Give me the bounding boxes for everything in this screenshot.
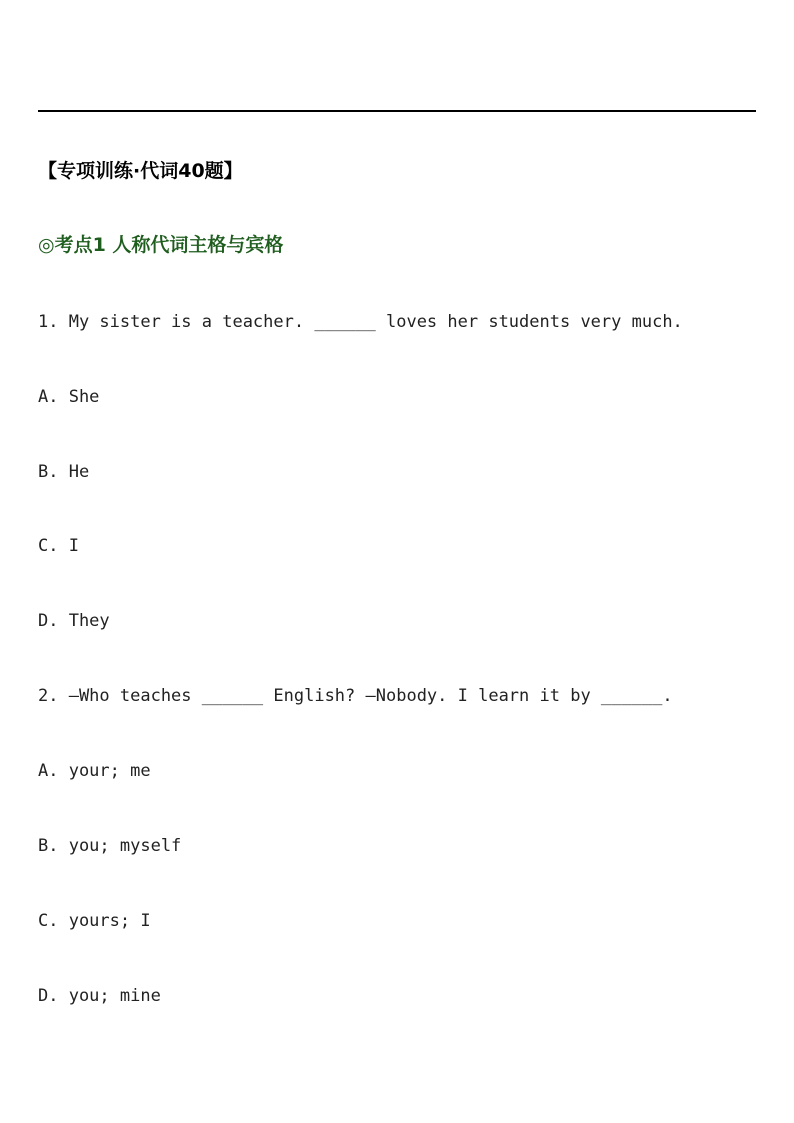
question-1-option-a: A. She (38, 387, 100, 407)
question-2-option-c: C. yours; I (38, 911, 151, 931)
question-1-stem: 1. My sister is a teacher. ______ loves her students very much. (38, 312, 683, 332)
question-2-option-a: A. your; me (38, 761, 151, 781)
question-2-option-b: B. you; myself (38, 836, 182, 856)
header-rule (38, 110, 756, 112)
question-2-stem: 2. —Who teaches ______ English? —Nobody. I learn it by ______. (38, 686, 673, 706)
question-1-option-b: B. He (38, 462, 90, 482)
question-1-option-d: D. They (38, 611, 110, 631)
subsection-title: ◎考点1 人称代词主格与宾格 (38, 234, 284, 256)
section-title: 【专项训练·代词40题】 (38, 160, 243, 182)
question-1-option-c: C. I (38, 536, 79, 556)
question-2-option-d: D. you; mine (38, 986, 161, 1006)
